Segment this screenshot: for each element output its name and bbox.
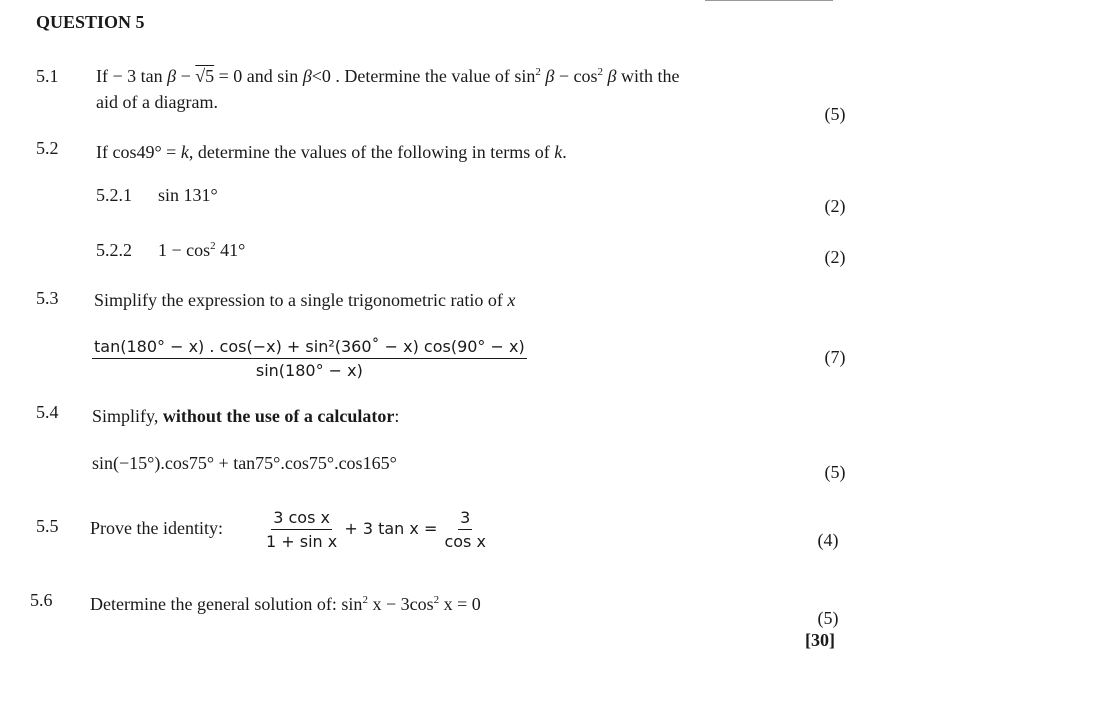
question-number-5-1: 5.1 <box>36 66 59 86</box>
question-5-3-expression <box>92 337 527 380</box>
question-5-4-text: Simplify, without the use of a calculator: <box>92 406 400 426</box>
mark-5-1: (5) <box>824 104 846 124</box>
expression-denominator: sin(180° − x) <box>255 361 363 380</box>
question-number-5-6: 5.6 <box>30 590 53 610</box>
identity-frac1-denominator: 1 + sin x <box>266 532 338 551</box>
question-number-5-5: 5.5 <box>36 516 59 536</box>
mark-5-3: (7) <box>824 347 846 367</box>
question-number-5-2-2: 5.2.2 <box>96 240 132 260</box>
question-number-5-3: 5.3 <box>36 288 59 308</box>
question-number-5-2-1: 5.2.1 <box>96 185 132 205</box>
question-number-5-4: 5.4 <box>36 402 59 422</box>
mark-5-2-2: (2) <box>824 247 846 267</box>
question-5-4-expr: sin(−15°).cos75° + tan75°.cos75°.cos165° <box>92 453 397 473</box>
question-title: QUESTION 5 <box>36 12 145 32</box>
mark-5-4: (5) <box>824 462 846 482</box>
identity-frac2-denominator: cos x <box>444 532 486 551</box>
question-5-5-text: Prove the identity: <box>90 518 223 538</box>
question-5-2-1-expr: sin 131° <box>158 185 218 205</box>
question-5-5-identity <box>264 508 488 551</box>
top-border-line <box>705 0 833 1</box>
mark-5-6: (5) <box>817 608 839 628</box>
expression-numerator: tan(180° − x) . cos(−x) + sin²(360˚ − x) cos(90° − x) <box>92 337 527 359</box>
question-5-1-line1: If − 3 tan β − √5 = 0 and sin β<0 . Determine the value of $\sin^2 \beta - \cos^2 \beta$ with the <box>96 66 680 86</box>
mark-5-2-1: (2) <box>824 196 846 216</box>
identity-frac1-numerator: 3 cos x <box>271 508 332 530</box>
question-5-2-2-expr: $1 - \cos^2 41^\circ$ <box>158 240 246 260</box>
identity-middle: + 3 tan x = <box>344 519 438 538</box>
question-5-3-text: Simplify the expression to a single trigonometric ratio of x <box>94 290 516 310</box>
identity-frac2-numerator: 3 <box>458 508 472 530</box>
question-5-6-text: Determine the general solution of: $\sin^2 x - 3\cos^2$ x = 0 <box>90 594 481 614</box>
question-5-2-text: If cos49° = k, determine the values of the following in terms of k. <box>96 142 567 162</box>
total-marks: [30] <box>805 630 835 650</box>
question-5-1-line2: aid of a diagram. <box>96 92 218 112</box>
mark-5-5: (4) <box>817 530 839 550</box>
question-number-5-2: 5.2 <box>36 138 59 158</box>
